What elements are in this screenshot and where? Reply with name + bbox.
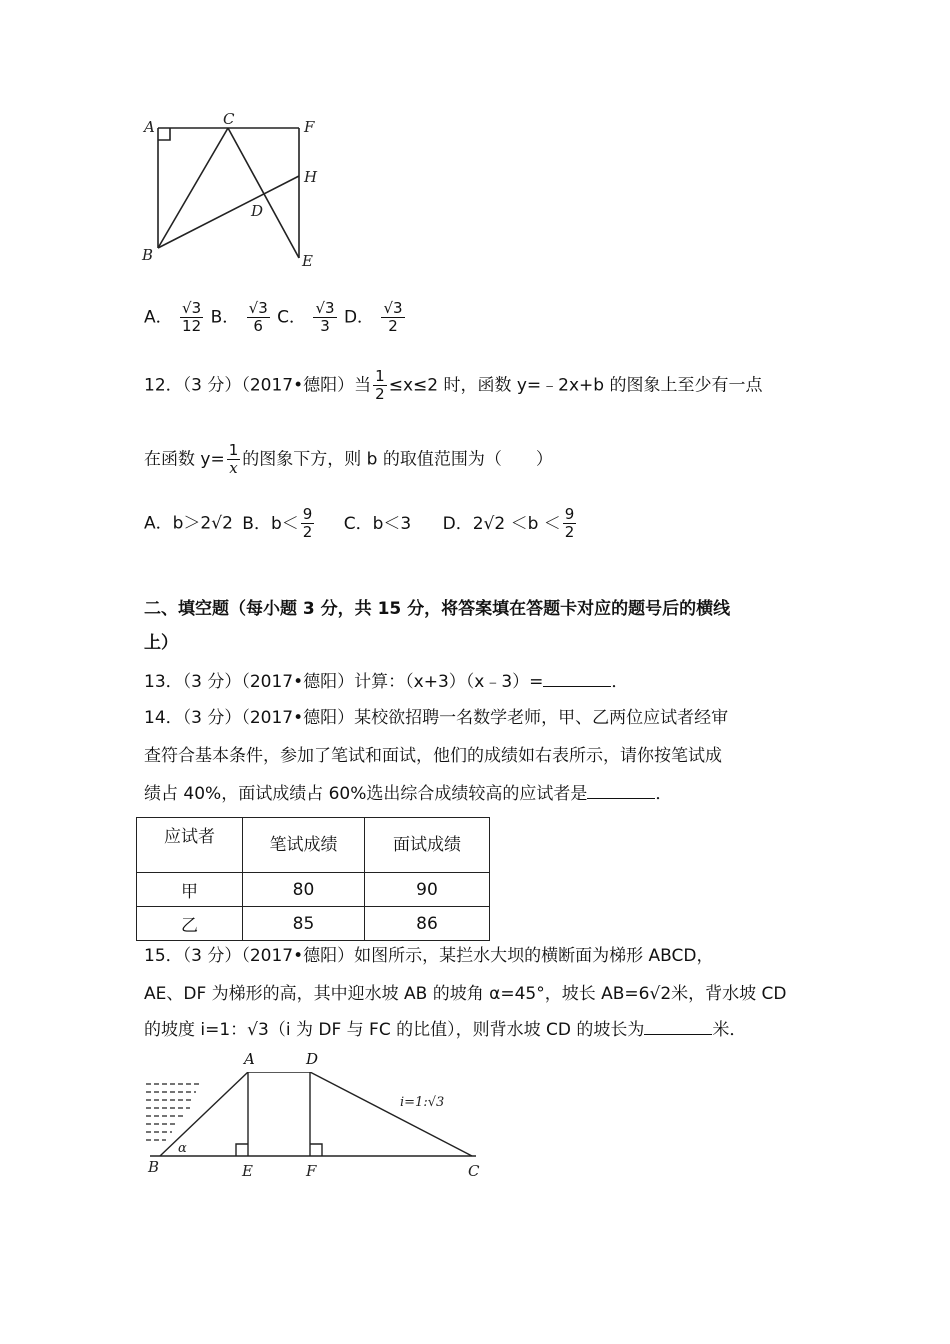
q15-end: 米． [712, 1020, 747, 1040]
table-cell: 86 [365, 907, 490, 941]
label-E: E [242, 1162, 253, 1180]
label-F: F [304, 118, 315, 136]
table-header-cell: 笔试成绩 [243, 818, 365, 873]
q13-text: 13．（3 分）（2017•德阳）计算：（x+3）（x﹣3）= [144, 672, 544, 692]
label-F: F [306, 1162, 317, 1180]
q11-option-a-frac: $\frac{√3}{12}$ [182, 299, 202, 335]
label-alpha: α [178, 1141, 187, 1156]
right-angle-mark-F [310, 1144, 322, 1156]
table-row [137, 907, 490, 941]
q15-line1: 15．（3 分）（2017•德阳）如图所示，某拦水大坝的横断面为梯形 ABCD， [144, 946, 714, 966]
label-C: C [223, 110, 235, 128]
table-header-cell: 面试成绩 [365, 818, 490, 873]
q14-line2: 查符合基本条件，参加了笔试和面试，他们的成绩如右表所示，请你按笔试成 [144, 746, 722, 766]
q12-text-b: ≤x≤2 时，函数 y=﹣2x+b 的图象上至少有一点 [388, 375, 763, 396]
q11-option-b-prefix: B． [210, 307, 240, 328]
q15-line2: AE、DF 为梯形的高，其中迎水坡 AB 的坡角 α=45°，坡长 AB=6√2米，背水坡 CD [144, 984, 787, 1004]
water-lines [146, 1084, 200, 1140]
q11-options [144, 300, 407, 335]
q14-line3 [144, 782, 672, 806]
label-E: E [302, 252, 313, 270]
table-cell: 乙 [137, 907, 243, 941]
label-H: H [304, 168, 318, 186]
label-A: A [144, 118, 155, 136]
table-cell: 甲 [137, 873, 243, 907]
q14-line1: 14．（3 分）（2017•德阳）某校欲招聘一名数学老师，甲、乙两位应试者经审 [144, 708, 729, 728]
label-D: D [251, 202, 264, 220]
label-B: B [142, 246, 154, 264]
figure-dam-trapezoid [138, 1072, 488, 1182]
q15-answer-blank[interactable] [644, 1018, 712, 1035]
q12-text-a: 12．（3 分）（2017•德阳）当 [144, 375, 372, 396]
score-table [136, 817, 490, 941]
figure-square-geometry [136, 108, 336, 278]
q13 [144, 670, 628, 694]
table-header-cell: 应试者 [137, 818, 243, 873]
q15-line3 [144, 1018, 746, 1042]
q12-text-c: 在函数 y= [144, 449, 225, 470]
q11-option-d-frac: $\frac{√3}{2}$ [383, 299, 403, 335]
q15-text-3: 的坡度 i=1：√3（i 为 DF 与 FC 的比值），则背水坡 CD 的坡长为 [144, 1020, 645, 1040]
q12-option-d-prefix: D．2√2 ＜b ＜ [442, 513, 561, 534]
q13-end: ． [611, 672, 629, 692]
table-cell: 90 [365, 873, 490, 907]
segment-CE [228, 128, 299, 258]
q12-option-a: A．b＞2√2 [144, 513, 233, 534]
q12-text-d: 的图象下方，则 b 的取值范围为（ ） [242, 449, 553, 470]
right-angle-mark [158, 128, 170, 140]
q13-answer-blank[interactable] [543, 670, 611, 687]
q11-option-a-prefix: A． [144, 307, 173, 328]
section-2-title [144, 592, 824, 660]
fig2-label-D: D [306, 1050, 319, 1068]
q14-answer-blank[interactable] [587, 782, 655, 799]
q14-text-3: 绩占 40%，面试成绩占 60%选出综合成绩较高的应试者是 [144, 784, 588, 804]
q11-option-b-frac: $\frac{√3}{6}$ [248, 299, 268, 335]
q12-option-b-frac: $\frac{9}{2}$ [302, 505, 313, 541]
q12-line1 [144, 368, 763, 403]
section-2-title-line1: 二、填空题（每小题 3 分，共 15 分，将答案填在答题卡对应的题号后的横线 [144, 599, 731, 619]
table-cell: 85 [243, 907, 365, 941]
q11-option-c-frac: $\frac{√3}{3}$ [315, 299, 335, 335]
table-cell: 80 [243, 873, 365, 907]
q11-option-c-prefix: C． [277, 307, 307, 328]
q12-option-c: C．b＜3 [343, 513, 412, 534]
q12-option-b-prefix: B．b＜ [242, 513, 299, 534]
segment-DC [310, 1072, 472, 1156]
q12-options [144, 506, 578, 541]
table-row [137, 873, 490, 907]
label-C: C [468, 1162, 480, 1180]
section-2-title-line2: 上） [144, 633, 178, 653]
q12-frac-1-over-x: $\frac{1}{x}$ [228, 441, 239, 477]
label-B: B [148, 1158, 160, 1176]
table-header-row [137, 818, 490, 873]
label-slope: i=1:√3 [400, 1095, 445, 1110]
fig2-label-A: A [244, 1050, 255, 1068]
right-angle-mark-E [236, 1144, 248, 1156]
q11-option-d-prefix: D． [343, 307, 375, 328]
q12-frac-half: $\frac{1}{2}$ [375, 367, 385, 403]
q14-end: ． [655, 784, 673, 804]
q12-option-d-frac: $\frac{9}{2}$ [564, 505, 575, 541]
q12-line2 [144, 442, 553, 477]
